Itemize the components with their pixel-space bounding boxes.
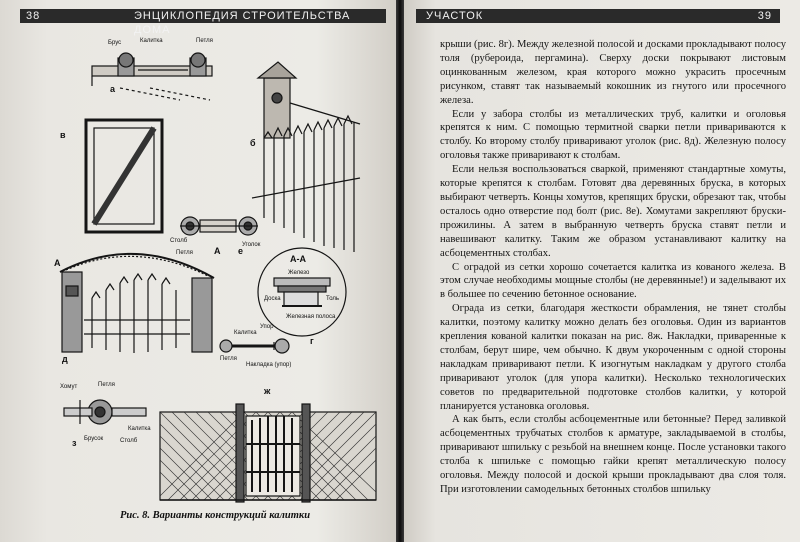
body-text <box>440 38 786 497</box>
label-petlya3: Петля <box>220 356 237 362</box>
paragraph: Ограда из сетки, благодаря жесткости обрамления, не тянет столбы калитки, поэтому калитку можно делать без оголовья. Один из вариантов крепления кованой калитки показан на рис. 8ж. Накладки, приваренные к столбам, берут шире, чем обычно. К двум укороченным с одной стороны накладкам приваривают петли. К изогнутым накладкам у другого столба приваривают уголок (для упора калитки). Несколько технологических советов по предварительной подготовке столбов калитки, у которой планируется установка оголовья. <box>440 303 786 412</box>
panel-letter: а <box>110 84 116 94</box>
paragraph: крыши (рис. 8г). Между железной полосой и досками прокладывают полосу толя (рубероида, пергамина). Сверху доски покрывают листовым оцинкованным железом, края которого можно украсить просечным рисунком, ставят так называемый кокошник из гнутого или просечного железа. <box>440 39 786 106</box>
label-kalitka2: Калитка <box>234 330 257 336</box>
right-page-header <box>416 9 780 23</box>
left-page-number: 38 <box>26 10 41 22</box>
label-zhelezo: Железо <box>288 270 310 276</box>
label-petlya2: Петля <box>176 250 193 256</box>
label-ugolok: Уголок <box>242 242 261 248</box>
paragraph: Если у забора столбы из металлических труб, калитки и оголовья крепятся к ним. С помощью термитной сварки петли привариваются к столбу. Ко второму столбу приваривают уголок (рис. 8д). Железную полосу оголовья также приваривают к столбам. <box>440 108 786 162</box>
label-brus: Брус <box>108 40 122 46</box>
panel-letter: ж <box>264 386 271 396</box>
panel-letter: е <box>238 246 244 256</box>
right-running-head: УЧАСТОК <box>426 10 484 22</box>
panel-d-drawing <box>60 254 214 353</box>
panel-letter: б <box>250 138 256 148</box>
paragraph: С оградой из сетки хорошо сочетается калитка из кованого железа. В этом случае необходимы мощные столбы (не деревянные!) и заделывают их в большее по сечению бетонное основание. <box>440 261 786 301</box>
book-gutter <box>396 0 404 542</box>
label-tol: Толь <box>326 296 340 302</box>
figure-8-drawings <box>20 28 386 508</box>
right-page <box>404 0 800 542</box>
label-doska: Доска <box>264 296 281 302</box>
panel-letter: г <box>310 336 314 346</box>
label-petlya: Петля <box>196 38 213 44</box>
left-page <box>0 0 396 542</box>
panel-letter: д <box>62 354 68 364</box>
right-page-number: 39 <box>757 10 772 22</box>
label-stolb: Столб <box>170 238 188 244</box>
label-stolb2: Столб <box>120 438 138 444</box>
left-running-head: ЭНЦИКЛОПЕДИЯ СТРОИТЕЛЬСТВА ДОМА <box>134 10 351 36</box>
panel-v-drawing <box>86 120 162 232</box>
panel-zh-drawing <box>220 339 289 353</box>
label-upor: Упор <box>260 324 274 330</box>
panel-b-drawing <box>252 62 360 252</box>
label-kalitka3: Калитка <box>128 426 151 432</box>
panel-letter: з <box>72 438 77 448</box>
section-mark: А <box>214 246 221 256</box>
section-mark: А <box>54 258 61 268</box>
left-page-header <box>20 9 386 36</box>
label-kalitka: Калитка <box>140 38 163 44</box>
label-zheleznaya-polosa: Железная полоса <box>286 314 336 320</box>
label-brusok: Брусок <box>84 436 104 442</box>
label-nakladka: Накладка (упор) <box>246 362 292 368</box>
panel-letter: в <box>60 130 66 140</box>
label-petlya4: Петля <box>98 382 115 388</box>
paragraph: А как быть, если столбы асбоцементные или бетонные? Перед заливкой асбоцементных трубчатых столбов к арматуре, закладываемой в столбы, приваривают шпильку с резьбой на внешнем конце. После установки такого столба к шпильке с помощью гайки крепят металлическую полосу оголовья. Между полосой и доской крыши прокладывают два слоя толя. При изготовлении самодельных бетонных столбов шпильку <box>440 414 786 495</box>
panel-mesh-fence-drawing <box>160 404 376 502</box>
figure-caption: Рис. 8. Варианты конструкций калитки <box>120 510 311 521</box>
panel-g-drawing <box>180 217 258 235</box>
paragraph: Если нельзя воспользоваться сваркой, применяют стандартные хомуты, которые крепятся к столбам. Готовят два деревянных бруска, в которых выбирают четверть. Концы хомутов, крепящих бруски, обрезают так, чтобы осталось одно отверстие под болт (рис. 8е). Хомутами закрепляют бруски-прожилины. А затем в выбранную четверть бруска ставят петли и навешивают калитку. Таким же образом устанавливают калитку на асбоцементных столбах. <box>440 164 786 259</box>
panel-z-drawing <box>64 400 146 424</box>
section-mark: А-А <box>290 254 306 264</box>
label-khomut: Хомут <box>60 384 78 390</box>
